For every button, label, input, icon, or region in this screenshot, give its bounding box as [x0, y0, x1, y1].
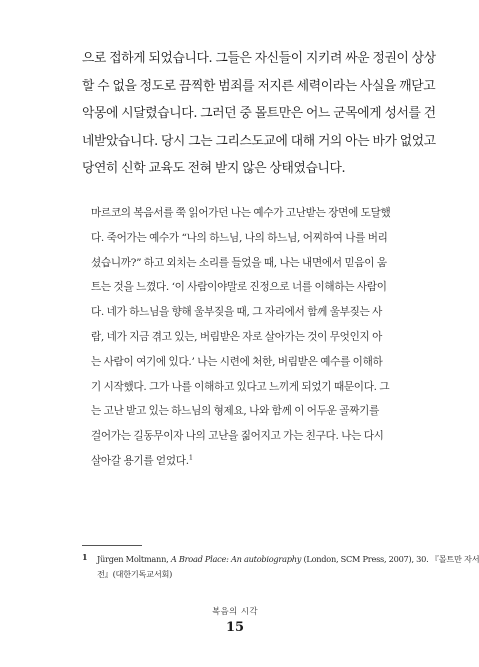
quote-line: 다. 죽어가는 예수가 “나의 하느님, 나의 하느님, 어찌하여 나를 버리	[91, 231, 388, 244]
quote-line: 셨습니까?” 하고 외치는 소리를 들었을 때, 나는 내면에서 믿음이 움	[91, 256, 387, 269]
footnote-publication: (London, SCM Press, 2007), 30. 『몰트만 자서	[303, 554, 479, 564]
quote-line: 기 시작했다. 그가 나를 이해하고 있다고 느끼게 되었기 때문이다. 그	[91, 380, 390, 393]
body-line: 할 수 없을 정도로 끔찍한 범죄를 저지른 세력이라는 사실을 깨닫고	[82, 78, 436, 94]
footnote-divider	[82, 545, 142, 546]
footnote-author: Jürgen Moltmann,	[97, 554, 169, 564]
quote-line: 걸어가는 길동무이자 나의 고난을 짊어지고 가는 친구다. 나는 다시	[91, 430, 384, 443]
footnote	[82, 552, 479, 582]
quote-last-text: 살아갈 용기를 얻었다.	[91, 454, 189, 467]
running-title: 복음의 시각	[211, 606, 259, 616]
body-line: 악몽에 시달렸습니다. 그러던 중 몰트만은 어느 군목에게 성서를 건	[82, 106, 436, 122]
footnote-line: 전』(대한기독교서회)	[97, 569, 173, 579]
body-paragraph	[82, 45, 436, 183]
footnote-reference[interactable]: 1	[188, 453, 193, 462]
quote-line: 는 고난 받고 있는 하느님의 형제요, 나와 함께 이 어두운 골짜기를	[91, 405, 380, 418]
body-line: 네받았습니다. 당시 그는 그리스도교에 대해 거의 아는 바가 없었고	[82, 133, 436, 149]
quote-line: 마르코의 복음서를 쭉 읽어가던 나는 예수가 고난받는 장면에 도달했	[91, 207, 391, 219]
footnote-body	[97, 552, 479, 582]
body-line: 으로 접하게 되었습니다. 그들은 자신들이 지키려 싸운 정권이 상상	[82, 51, 436, 66]
quote-line	[91, 449, 389, 474]
page-number: 15	[225, 620, 245, 635]
quote-line: 는 사람이 여기에 있다.’ 나는 시련에 처한, 버림받은 예수를 이해하	[91, 355, 383, 368]
quote-line: 람, 네가 지금 겪고 있는, 버림받은 자로 살아가는 것이 무엇인지 아	[91, 330, 383, 343]
footnote-book-title: A Broad Place: An autobiography	[170, 554, 302, 564]
footnote-line	[97, 552, 479, 567]
quote-line: 트는 것을 느꼈다. ‘이 사람이야말로 진정으로 너를 이해하는 사람이	[91, 281, 387, 294]
footnote-number: 1	[82, 552, 88, 562]
body-line: 당연히 신학 교육도 전혀 받지 않은 상태였습니다.	[82, 161, 346, 177]
quote-line: 다. 네가 하느님을 향해 울부짖을 때, 그 자리에서 함께 울부짖는 사	[91, 306, 383, 319]
block-quote	[91, 201, 389, 474]
